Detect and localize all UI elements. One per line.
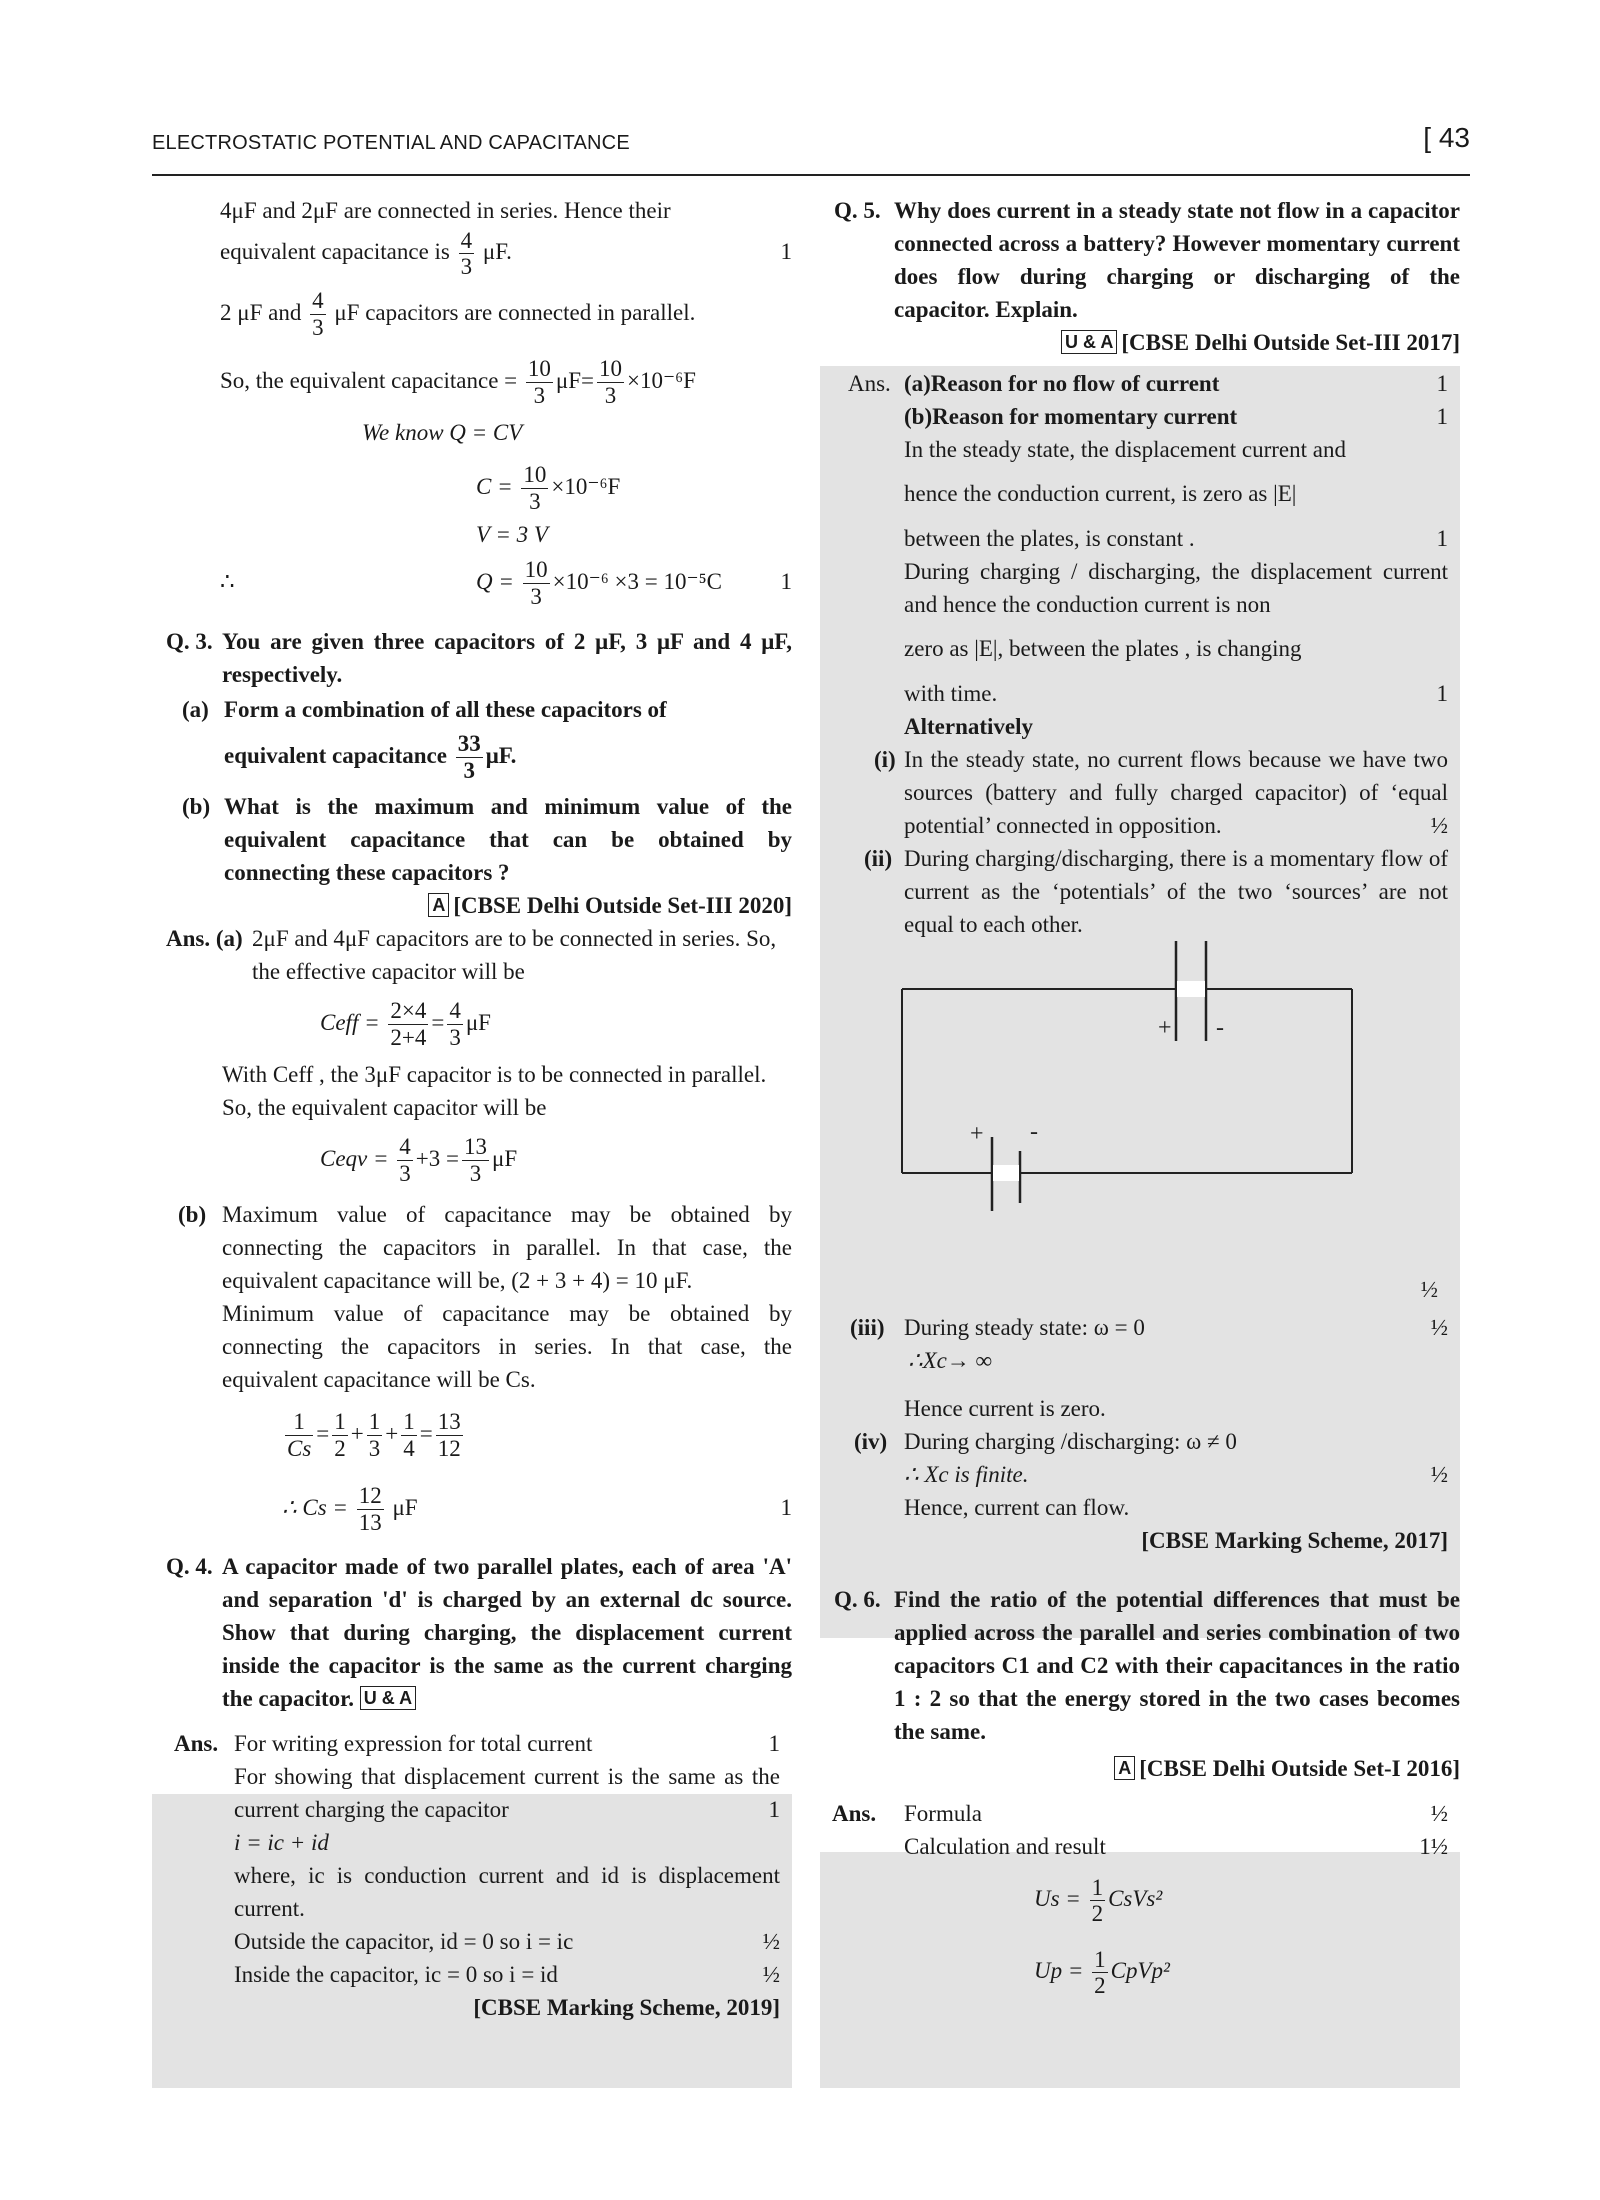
answer-3b-min: Minimum value of capacitance may be obtained by connecting the capacitors in series. In that case, the equivalent capacitance will be Cs.	[222, 1300, 792, 1392]
page-number: [ 43	[1423, 122, 1470, 153]
question-3b: (b) What is the maximum and minimum value of the equivalent capacitance that can be obtained by connecting these capacitors ?	[182, 793, 792, 885]
equation-up: Up = $\frac{1}{2}$ CpVp²	[1034, 1946, 1170, 1999]
question-6-source: A [CBSE Delhi Outside Set-I 2016]	[820, 1752, 1460, 1785]
answer-5-line: zero as |E|, between the plates , is changing	[904, 636, 1302, 661]
answer-3a-text: With Ceff , the 3μF capacitor is to be connected in parallel. So, the equivalent capacitor will be	[222, 1061, 767, 1120]
text-line: 2 μF and $\frac{4}{3}$ μF capacitors are connected in parallel.	[220, 288, 696, 340]
answer-6-line: Calculation and result 1½	[904, 1834, 1448, 1859]
mark: 1	[780, 239, 792, 264]
question-3a-cont: equivalent capacitance $\frac{33}{3}$ μF.	[224, 731, 517, 783]
answer-5-line: hence the conduction current, is zero as |E|	[904, 481, 1297, 506]
answer-5-iv-eq: ∴ Xc is finite. ½	[904, 1462, 1448, 1487]
text-line: 4μF and 2μF are connected in series. Hence their	[220, 198, 671, 223]
answer-4-source: [CBSE Marking Scheme, 2019]	[473, 1994, 780, 2020]
mark: 1	[780, 1494, 792, 1520]
answer-5-iv: (iv) During charging /discharging: ω ≠ 0	[854, 1429, 1237, 1454]
answer-5-iii-text: Hence current is zero.	[904, 1396, 1106, 1421]
battery-minus-label: -	[1030, 1119, 1038, 1145]
equation-cs: $\frac{1}{Cs}$ = $\frac{1}{2}$ + $\frac{1}{3}$ + $\frac{1}{4}$ = $\frac{13}{12}$	[287, 1409, 461, 1461]
equation-ceqv: Ceqv = $\frac{4}{3}$ +3 = $\frac{13}{3}$ μF	[320, 1134, 518, 1186]
tag-a: A	[428, 893, 449, 917]
answer-3a: Ans. (a) 2μF and 4μF capacitors are to be connected in series. So, the effective capacitor will be	[166, 925, 777, 984]
circuit-diagram	[820, 941, 1460, 1311]
text-line: equivalent capacitance is $\frac{4}{3}$ μF. 1	[220, 227, 792, 280]
equation: V = 3 V	[476, 521, 548, 547]
page-header	[152, 122, 1470, 176]
answer-5-line: between the plates, is constant . 1	[904, 526, 1448, 551]
left-column	[152, 194, 792, 2024]
mark: 1	[780, 568, 792, 594]
question-3: Q. 3. You are given three capacitors of 2 μF, 3 μF and 4 μF, respectively.	[166, 628, 792, 687]
answer-5-line: (b)Reason for momentary current 1	[904, 404, 1448, 429]
chapter-title: ELECTROSTATIC POTENTIAL AND CAPACITANCE	[152, 132, 630, 154]
answer-5-iv-text: Hence, current can flow.	[904, 1495, 1130, 1520]
answer-5-line: with time. 1	[904, 681, 1448, 706]
equation: We know Q = CV	[362, 419, 523, 445]
question-3-source: A [CBSE Delhi Outside Set-III 2020]	[152, 889, 792, 922]
answer-4-line: Inside the capacitor, ic = 0 so i = id ½	[234, 1961, 780, 1987]
answer-4-line: i = ic + id	[234, 1829, 329, 1855]
tag-a: A	[1114, 1756, 1135, 1780]
answer-4-line: Outside the capacitor, id = 0 so i = ic ½	[234, 1928, 780, 1954]
battery-plus-label: +	[970, 1121, 984, 1147]
answer-3b: (b) Maximum value of capacitance may be obtained by connecting the capacitors in parallel. In that case, the equivalent capacitance will be, (2 + 3 + 4) = 10 μF.	[178, 1201, 792, 1293]
equation-ceff: Ceff = $\frac{2\times 4}{2+4}$ = $\frac{4}{3}$ μF	[320, 998, 491, 1050]
tag-ua: U & A	[360, 1686, 416, 1710]
answer-4-line: For showing that displacement current is the same as the current charging the capacitor 1	[234, 1763, 780, 1822]
answer-4: Ans. For writing expression for total current 1	[174, 1730, 780, 1756]
cap-minus-label: -	[1216, 1015, 1224, 1041]
question-3a: (a) Form a combination of all these capacitors of	[182, 696, 667, 722]
answer-5-line: Ans. (a)Reason for no flow of current 1	[848, 371, 1448, 396]
answer-5-ii: (ii) During charging/discharging, there is a momentary flow of current as the ‘potentials’ of the two ‘sources’ are not equal to each other.	[864, 846, 1448, 937]
tag-ua: U & A	[1061, 330, 1117, 354]
equation-cs-result: ∴ Cs = $\frac{12}{13}$ μF 1	[152, 1472, 792, 1544]
answer-5-i: (i) In the steady state, no current flows because we have two sources (battery and fully charged capacitor) of ‘equal potential’ connected in opposition. ½	[874, 747, 1448, 838]
answer-5-iii: (iii) During steady state: ω = 0 ½	[850, 1315, 1448, 1340]
question-5: Q. 5. Why does current in a steady state not flow in a capacitor connected across a battery? However momentary current does flow during charging or discharging of the capacitor. Explain.	[834, 198, 1460, 322]
answer-5-line: In the steady state, the displacement current and	[904, 437, 1346, 462]
alternatively-heading: Alternatively	[904, 714, 1034, 739]
answer-5-iii-eq: ∴Xc→ ∞	[908, 1348, 993, 1373]
cap-plus-label: +	[1158, 1015, 1172, 1041]
question-5-source: U & A [CBSE Delhi Outside Set-III 2017]	[820, 326, 1460, 359]
equation: C = $\frac{10}{3}$ ×10⁻⁶F	[476, 462, 621, 514]
question-4: Q. 4. A capacitor made of two parallel plates, each of area 'A' and separation 'd' is charged by an external dc source. Show that during charging, the displacement current inside the capacitor is the same as the current charging the capacitor. U & A	[166, 1553, 792, 1711]
equation: ∴ Q = $\frac{10}{3}$ ×10⁻⁶ ×3 = 10⁻⁵C 1	[220, 551, 792, 613]
equation-us: Us = $\frac{1}{2}$ CsVs²	[1034, 1874, 1163, 1927]
answer-5-line: During charging / discharging, the displacement current and hence the conduction current is non	[904, 559, 1448, 617]
text-line: So, the equivalent capacitance = $\frac{10}{3}$ μF= $\frac{10}{3}$ ×10⁻⁶F	[220, 356, 696, 408]
answer-5-source: [CBSE Marking Scheme, 2017]	[1141, 1528, 1448, 1553]
question-6: Q. 6. Find the ratio of the potential differences that must be applied across the parallel and series combination of two capacitors C1 and C2 with their capacitances in the ratio 1 : 2 so that the energy stored in the two cases becomes the same.	[834, 1587, 1460, 1744]
circuit-svg	[820, 941, 1460, 1311]
mark: ½	[1420, 1277, 1438, 1302]
right-column	[820, 194, 1460, 2007]
answer-6-line: Ans. Formula ½	[832, 1801, 1448, 1826]
answer-4-line: where, ic is conduction current and id is displacement current.	[234, 1862, 780, 1921]
